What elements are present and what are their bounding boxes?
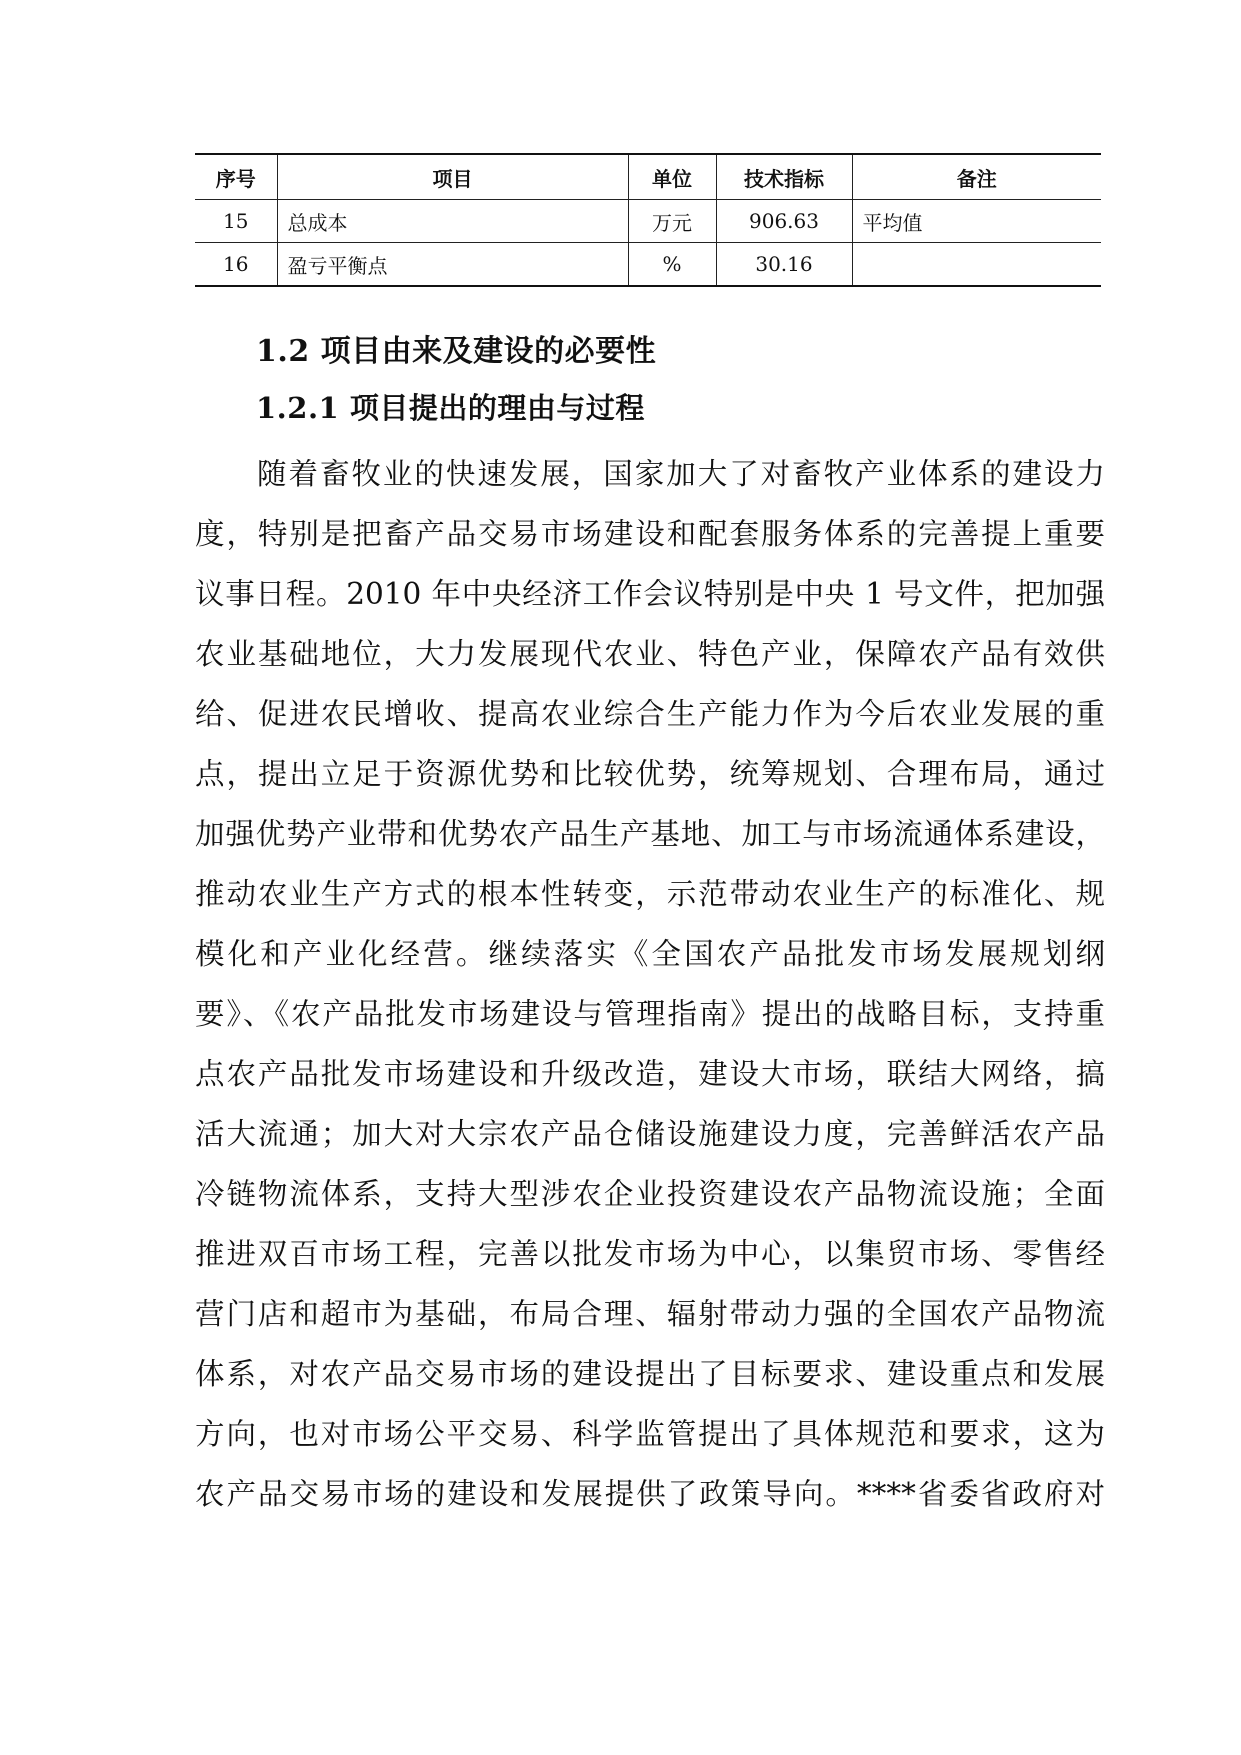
cell-item: 盈亏平衡点 [277,243,628,287]
cell-serial: 16 [195,243,277,287]
cell-remark [852,243,1101,287]
paragraph-line: 要》、《农产品批发市场建设与管理指南》提出的战略目标，支持重 [195,997,1105,1031]
cell-indicator: 30.16 [716,243,852,287]
paragraph-line: 议事日程。2010 年中央经济工作会议特别是中央 1 号文件，把加强 [195,577,1105,611]
paragraph-line: 推进双百市场工程，完善以批发市场为中心，以集贸市场、零售经 [195,1237,1105,1271]
table-header-row [195,154,1101,200]
paragraph-line: 加强优势产业带和优势农产品生产基地、加工与市场流通体系建设， [195,817,1105,851]
paragraph-line: 模化和产业化经营。继续落实《全国农产品批发市场发展规划纲 [195,937,1105,971]
paragraph-line: 给、促进农民增收、提高农业综合生产能力作为今后农业发展的重 [195,697,1105,731]
cell-unit: % [628,243,716,287]
cell-serial: 15 [195,200,277,243]
paragraph-line: 随着畜牧业的快速发展，国家加大了对畜牧产业体系的建设力 [257,457,1105,491]
paragraph-line: 度，特别是把畜产品交易市场建设和配套服务体系的完善提上重要 [195,517,1105,551]
indicator-table [195,153,1101,287]
paragraph-line: 冷链物流体系，支持大型涉农企业投资建设农产品物流设施；全面 [195,1177,1105,1211]
paragraph-line: 农业基础地位，大力发展现代农业、特色产业，保障农产品有效供 [195,637,1105,671]
subsection-heading: 1.2.1 项目提出的理由与过程 [256,391,645,425]
paragraph-line: 点，提出立足于资源优势和比较优势，统筹规划、合理布局，通过 [195,757,1105,791]
cell-remark: 平均值 [852,200,1101,243]
header-indicator: 技术指标 [716,154,852,200]
table-row [195,200,1101,243]
cell-item: 总成本 [277,200,628,243]
header-item: 项目 [277,154,628,200]
header-unit: 单位 [628,154,716,200]
paragraph-line: 活大流通；加大对大宗农产品仓储设施建设力度，完善鲜活农产品 [195,1117,1105,1151]
header-serial: 序号 [195,154,277,200]
section-heading: 1.2 项目由来及建设的必要性 [256,334,657,369]
paragraph-line: 推动农业生产方式的根本性转变，示范带动农业生产的标准化、规 [195,877,1105,911]
paragraph-line: 营门店和超市为基础，布局合理、辐射带动力强的全国农产品物流 [195,1297,1105,1331]
paragraph-line: 农产品交易市场的建设和发展提供了政策导向。****省委省政府对 [195,1477,1105,1511]
body-paragraph [195,444,1105,1524]
paragraph-line: 体系，对农产品交易市场的建设提出了目标要求、建设重点和发展 [195,1357,1105,1391]
paragraph-line: 点农产品批发市场建设和升级改造，建设大市场，联结大网络，搞 [195,1057,1105,1091]
cell-unit: 万元 [628,200,716,243]
paragraph-line: 方向，也对市场公平交易、科学监管提出了具体规范和要求，这为 [195,1417,1105,1451]
table-row [195,243,1101,287]
cell-indicator: 906.63 [716,200,852,243]
header-remark: 备注 [852,154,1101,200]
